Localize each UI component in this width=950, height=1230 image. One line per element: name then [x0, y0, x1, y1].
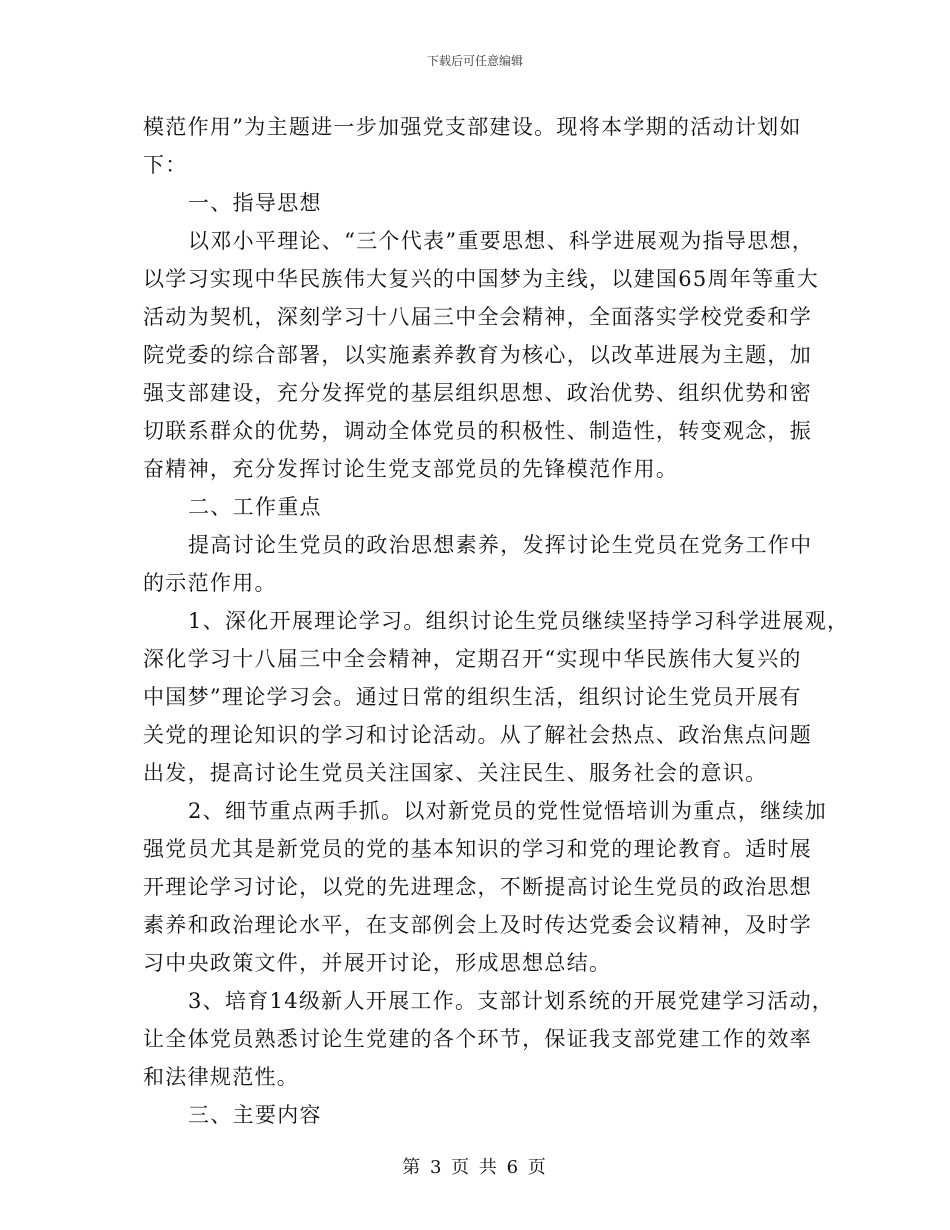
text-line: 院党委的综合部署，以实施素养教育为核心，以改革进展为主题，加	[143, 343, 812, 367]
page-header: 下载后可任意编辑	[426, 54, 523, 68]
text-line: 模范作用”为主题进一步加强党支部建设。现将本学期的活动计划如	[143, 115, 802, 139]
text-line: 下：	[143, 153, 188, 177]
text-line: 关党的理论知识的学习和讨论活动。从了解社会热点、政治焦点问题	[143, 723, 812, 747]
text-line: 习中央政策文件，并展开讨论，形成思想总结。	[143, 951, 612, 975]
text-line: 强支部建设，充分发挥党的基层组织思想、政治优势、组织优势和密	[143, 381, 812, 405]
text-line: 和法律规范性。	[143, 1065, 300, 1089]
text-line: 中国梦”理论学习会。通过日常的组织生活，组织讨论生党员开展有	[143, 685, 802, 709]
text-line: 切联系群众的优势，调动全体党员的积极性、制造性，转变观念，振	[143, 419, 812, 443]
text-line: 奋精神，充分发挥讨论生党支部党员的先锋模范作用。	[143, 457, 679, 481]
page-number-footer: 第 3 页 共 6 页	[402, 1157, 548, 1178]
text-line: 以邓小平理论、“三个代表”重要思想、科学进展观为指导思想，	[188, 229, 815, 253]
text-line: 活动为契机，深刻学习十八届三中全会精神，全面落实学校党委和学	[143, 305, 812, 329]
text-line: 以学习实现中华民族伟大复兴的中国梦为主线，以建国65周年等重大	[143, 267, 820, 291]
text-line: 二、工作重点	[188, 495, 322, 519]
text-line: 3、培育14级新人开展工作。支部计划系统的开展党建学习活动，	[188, 989, 835, 1013]
text-line: 提高讨论生党员的政治思想素养，发挥讨论生党员在党务工作中	[188, 533, 813, 557]
text-line: 的示范作用。	[143, 571, 277, 595]
text-line: 出发，提高讨论生党员关注国家、关注民生、服务社会的意识。	[143, 761, 768, 785]
document-body	[143, 108, 850, 1134]
text-line: 2、细节重点两手抓。以对新党员的党性觉悟培训为重点，继续加	[188, 799, 828, 823]
text-line: 三、主要内容	[188, 1103, 322, 1127]
text-line: 一、指导思想	[188, 191, 322, 215]
text-line: 1、深化开展理论学习。组织讨论生党员继续坚持学习科学进展观，	[188, 609, 850, 633]
text-line: 强党员尤其是新党员的党的基本知识的学习和党的理论教育。适时展	[143, 837, 812, 861]
text-line: 让全体党员熟悉讨论生党建的各个环节，保证我支部党建工作的效率	[143, 1027, 812, 1051]
text-line: 素养和政治理论水平，在支部例会上及时传达党委会议精神，及时学	[143, 913, 812, 937]
text-line: 开理论学习讨论，以党的先进理念，不断提高讨论生党员的政治思想	[143, 875, 812, 899]
text-line: 深化学习十八届三中全会精神，定期召开“实现中华民族伟大复兴的	[143, 647, 802, 671]
